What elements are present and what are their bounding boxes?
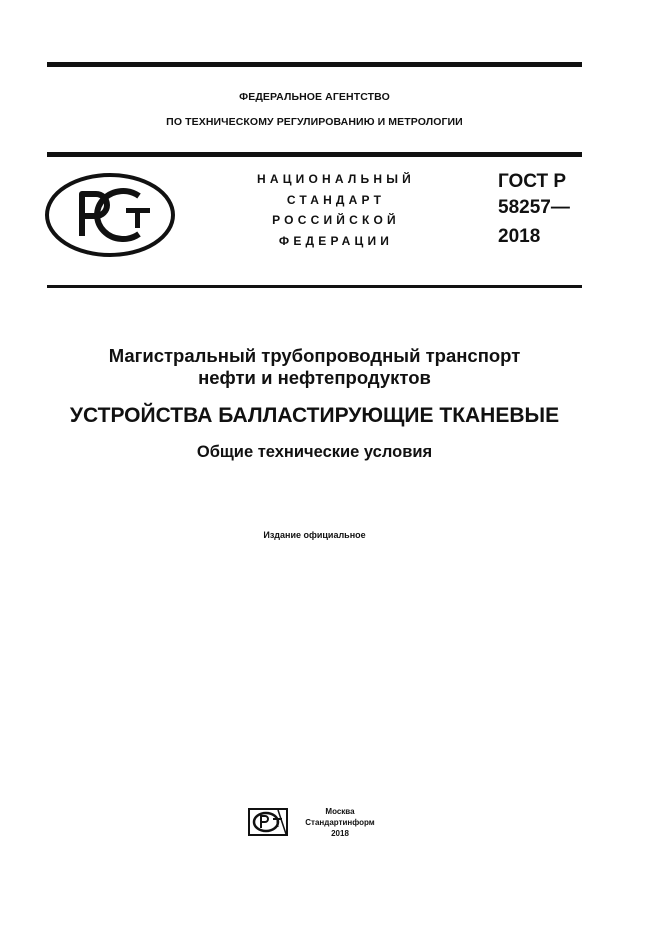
publisher-block: [295, 806, 385, 839]
gost-code-line-3: 2018: [498, 226, 541, 247]
publisher-city: Москва: [325, 807, 355, 816]
title-line-1: Магистральный трубопроводный транспорт: [108, 345, 521, 366]
gost-r-logo-icon: [44, 172, 176, 258]
lower-rule: [47, 285, 582, 288]
title-line-2: нефти и нефтепродуктов: [198, 367, 431, 388]
agency-line-2: ПО ТЕХНИЧЕСКОМУ РЕГУЛИРОВАНИЮ И МЕТРОЛОГИИ: [166, 116, 463, 128]
edition-label: Издание официальное: [263, 530, 366, 540]
standard-line-1: НАЦИОНАЛЬНЫЙ: [256, 172, 416, 186]
standartinform-logo-icon: [248, 808, 288, 836]
standard-line-3: РОССИЙСКОЙ: [272, 213, 400, 227]
publisher-year: 2018: [331, 829, 349, 838]
standard-line-4: ФЕДЕРАЦИИ: [278, 234, 394, 248]
gost-code-line-2: 58257—: [498, 197, 570, 218]
subject-title: УСТРОЙСТВА БАЛЛАСТИРУЮЩИЕ ТКАНЕВЫЕ: [69, 404, 560, 427]
middle-rule: [47, 152, 582, 157]
agency-line-1: ФЕДЕРАЛЬНОЕ АГЕНТСТВО: [239, 91, 390, 103]
publisher-name: Стандартинформ: [305, 818, 375, 827]
standard-line-2: СТАНДАРТ: [286, 193, 386, 207]
top-rule: [47, 62, 582, 67]
gost-code-line-1: ГОСТ Р: [498, 171, 567, 192]
subtitle: Общие технические условия: [196, 443, 433, 461]
